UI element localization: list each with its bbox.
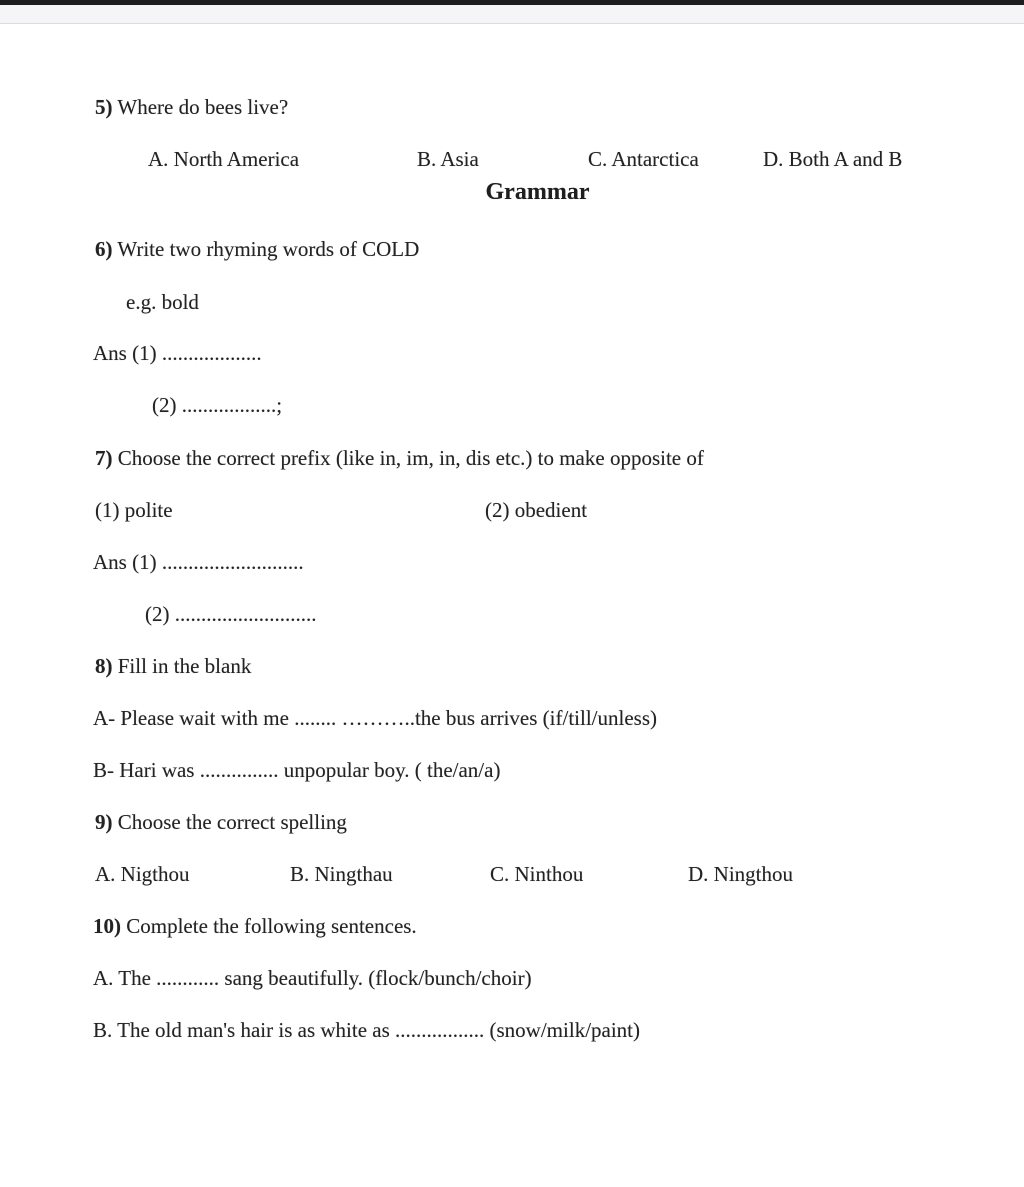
question-8	[95, 653, 251, 679]
question-7-answer-1: Ans (1) ...........................	[93, 550, 304, 574]
question-7	[95, 445, 704, 471]
question-5-option-b: B. Asia	[417, 147, 479, 171]
question-6-answer-2: (2) ..................;	[152, 393, 283, 417]
section-heading-grammar: Grammar	[485, 179, 590, 205]
question-5-options	[0, 146, 1024, 172]
question-9-option-a: A. Nigthou	[95, 862, 190, 886]
question-7-text: Choose the correct prefix (like in, im, in, dis etc.) to make opposite of	[112, 446, 704, 470]
question-10-line-b: B. The old man's hair is as white as ................. (snow/milk/paint)	[93, 1018, 641, 1042]
question-10-text: Complete the following sentences.	[121, 914, 417, 938]
question-9	[95, 809, 347, 835]
question-5-option-d: D. Both A and B	[763, 147, 903, 171]
question-5-option-a: A. North America	[148, 147, 300, 171]
question-5-text: Where do bees live?	[112, 95, 289, 119]
question-6	[95, 236, 419, 262]
question-7-item-1: (1) polite	[95, 498, 173, 522]
question-7-item-2: (2) obedient	[485, 498, 588, 522]
browser-chrome-strip	[0, 5, 1024, 24]
question-9-option-b: B. Ningthau	[290, 862, 393, 886]
question-10	[93, 913, 417, 939]
question-6-answer-1: Ans (1) ...................	[93, 341, 262, 365]
question-6-text: Write two rhyming words of COLD	[112, 237, 420, 261]
question-7-number: 7)	[95, 446, 113, 470]
question-8-text: Fill in the blank	[112, 654, 252, 678]
question-7-answer-2: (2) ...........................	[145, 602, 317, 626]
question-9-number: 9)	[95, 810, 113, 834]
question-6-example: e.g. bold	[126, 290, 199, 314]
question-5	[95, 94, 288, 120]
question-9-text: Choose the correct spelling	[112, 810, 347, 834]
question-10-number: 10)	[93, 914, 121, 938]
question-9-options	[0, 861, 1024, 887]
question-9-option-c: C. Ninthou	[490, 862, 584, 886]
question-10-line-a: A. The ............ sang beautifully. (flock/bunch/choir)	[93, 966, 532, 990]
question-8-line-a: A- Please wait with me ........ ………..the bus arrives (if/till/unless)	[93, 706, 657, 730]
question-9-option-d: D. Ningthou	[688, 862, 793, 886]
question-6-number: 6)	[95, 237, 113, 261]
question-5-number: 5)	[95, 95, 113, 119]
question-7-items	[0, 497, 1024, 523]
document-page	[0, 24, 1024, 1187]
question-5-option-c: C. Antarctica	[588, 147, 699, 171]
question-8-number: 8)	[95, 654, 113, 678]
question-8-line-b: B- Hari was ............... unpopular boy. ( the/an/a)	[93, 758, 501, 782]
